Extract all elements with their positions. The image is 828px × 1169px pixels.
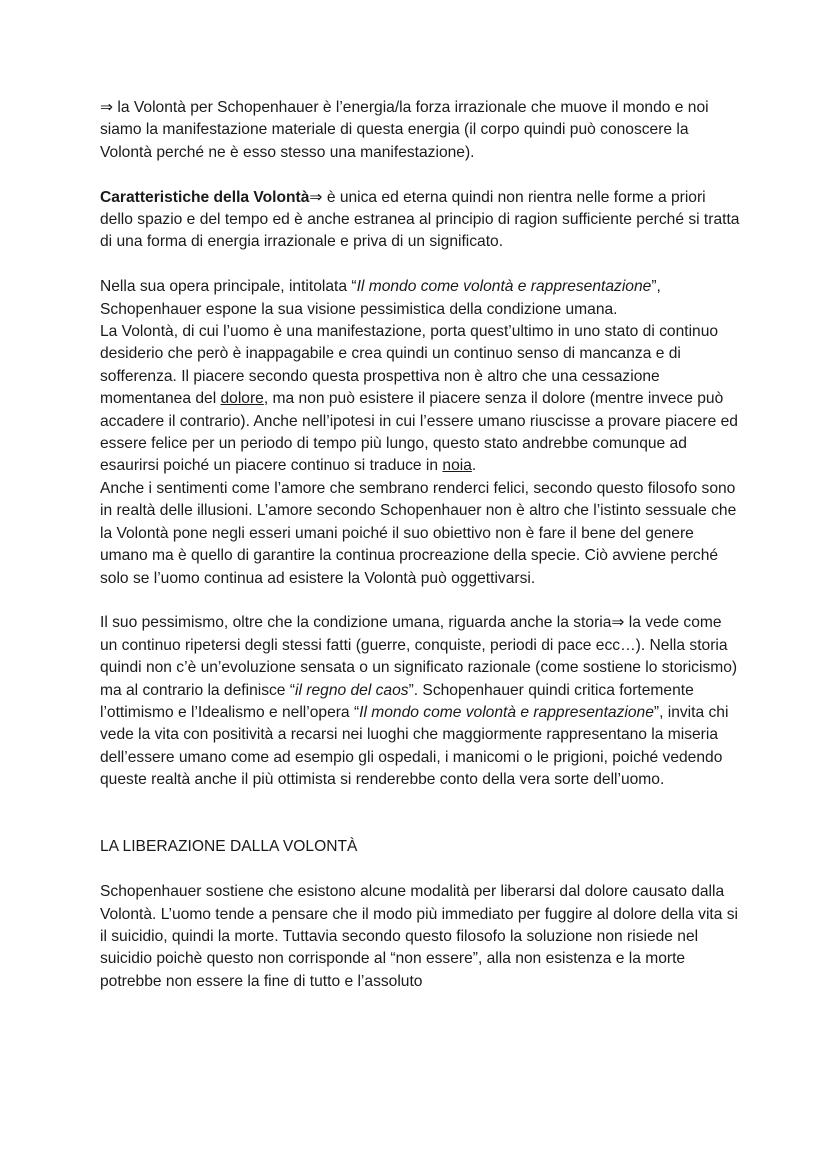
- paragraph-text: ⇒ la Volontà per Schopenhauer è l’energia/la forza irrazionale che muove il mondo e noi siamo la manifestazione materiale di questa energia (il corpo quindi può conoscere la Volontà perché ne è esso stesso una manifestazione).: [100, 99, 709, 161]
- italic-quote: il regno del caos: [295, 681, 409, 699]
- paragraph-text: Schopenhauer sostiene che esistono alcune modalità per liberarsi dal dolore causato dalla Volontà. L’uomo tende a pensare che il modo più immediato per fuggire al dolore della vita si il suicidio, quindi la morte. Tuttavia secondo questo filosofo la soluzione non risiede nel suicidio poichè questo non corrisponde al “non essere”, alla non esistenza e la morte potrebbe non essere la fine di tutto e l’assoluto: [100, 883, 739, 990]
- paragraph-text: Anche i sentimenti come l’amore che sembrano renderci felici, secondo questo filosofo sono in realtà delle illusioni. L’amore secondo Schopenhauer non è altro che l’istinto sessuale che la Volontà pone negli esseri umani poiché il suo obiettivo non è fare il bene del genere umano ma è quello di garantire la continua procreazione della specie. Ciò avviene perché solo se l’uomo continua ad esistere la Volontà può oggettivarsi.: [100, 479, 737, 587]
- spacer: [100, 254, 740, 276]
- paragraph-desiderio: [100, 321, 740, 478]
- italic-work-title: Il mondo come volontà e rappresentazione: [356, 278, 652, 296]
- paragraph-caratteristiche: [100, 187, 740, 254]
- paragraph-text: ”, invita chi vede la vita con positività a recarsi nei luoghi che maggiormente rappresentano la miseria dell’essere umano come ad esempio gli ospedali, i manicomi o le prigioni, poiché vedendo queste realtà anche il più ottimista si renderebbe conto della vera sorte dell’uomo.: [100, 703, 729, 789]
- paragraph-volonta-energia: [100, 97, 740, 164]
- paragraph-liberazione: [100, 881, 740, 993]
- paragraph-text: ”, Schopenhauer espone la sua visione pessimistica della condizione umana.: [100, 278, 661, 318]
- paragraph-storia: [100, 612, 740, 791]
- paragraph-text: Il suo pessimismo, oltre che la condizione umana, riguarda anche la storia⇒ la vede come un continuo ripetersi degli stessi fatti (guerre, conquiste, periodi di pace ecc…). Nella storia quindi non c’è un’evoluzione sensata o un significato razionale (come sostiene lo storicismo) ma al contrario la definisce “: [100, 614, 738, 699]
- paragraph-text: , ma non può esistere il piacere senza il dolore (mentre invece può accadere il contrario). Anche nell’ipotesi in cui l’essere umano riuscisse a provare piacere ed essere felice per un periodo di tempo più lungo, questo stato andrebbe comunque ad esaurirsi poiché un piacere continuo si traduce in: [100, 390, 738, 475]
- bold-lead-term: Caratteristiche della Volontà: [100, 188, 310, 206]
- italic-work-title: Il mondo come volontà e rappresentazione: [359, 703, 654, 721]
- document-page: [100, 97, 740, 993]
- paragraph-text: ”. Schopenhauer quindi critica fortemente l’ottimismo e l’Idealismo e nell’opera “: [100, 681, 694, 721]
- spacer: [100, 164, 740, 186]
- spacer: [100, 590, 740, 612]
- spacer: [100, 859, 740, 881]
- paragraph-text: ⇒ è unica ed eterna quindi non rientra nelle forme a priori dello spazio e del tempo ed è anche estranea al principio di ragion sufficiente perché si tratta di una forma di energia irrazionale e priva di un significato.: [100, 188, 740, 251]
- paragraph-text: .: [471, 457, 477, 475]
- underlined-term-noia: noia: [442, 457, 472, 475]
- paragraph-text: La Volontà, di cui l’uomo è una manifestazione, porta quest’ultimo in uno stato di continuo desiderio che però è inappagabile e crea quindi un continuo senso di mancanza e di sofferenza. Il piacere secondo questa prospettiva non è altro che una cessazione momentanea del: [100, 323, 719, 408]
- paragraph-text: Nella sua opera principale, intitolata “: [100, 278, 357, 296]
- paragraph-opera-principale: [100, 276, 740, 321]
- spacer: [100, 792, 740, 837]
- paragraph-amore: [100, 478, 740, 590]
- underlined-term-dolore: dolore: [220, 390, 264, 408]
- section-heading: LA LIBERAZIONE DALLA VOLONTÀ: [100, 838, 358, 856]
